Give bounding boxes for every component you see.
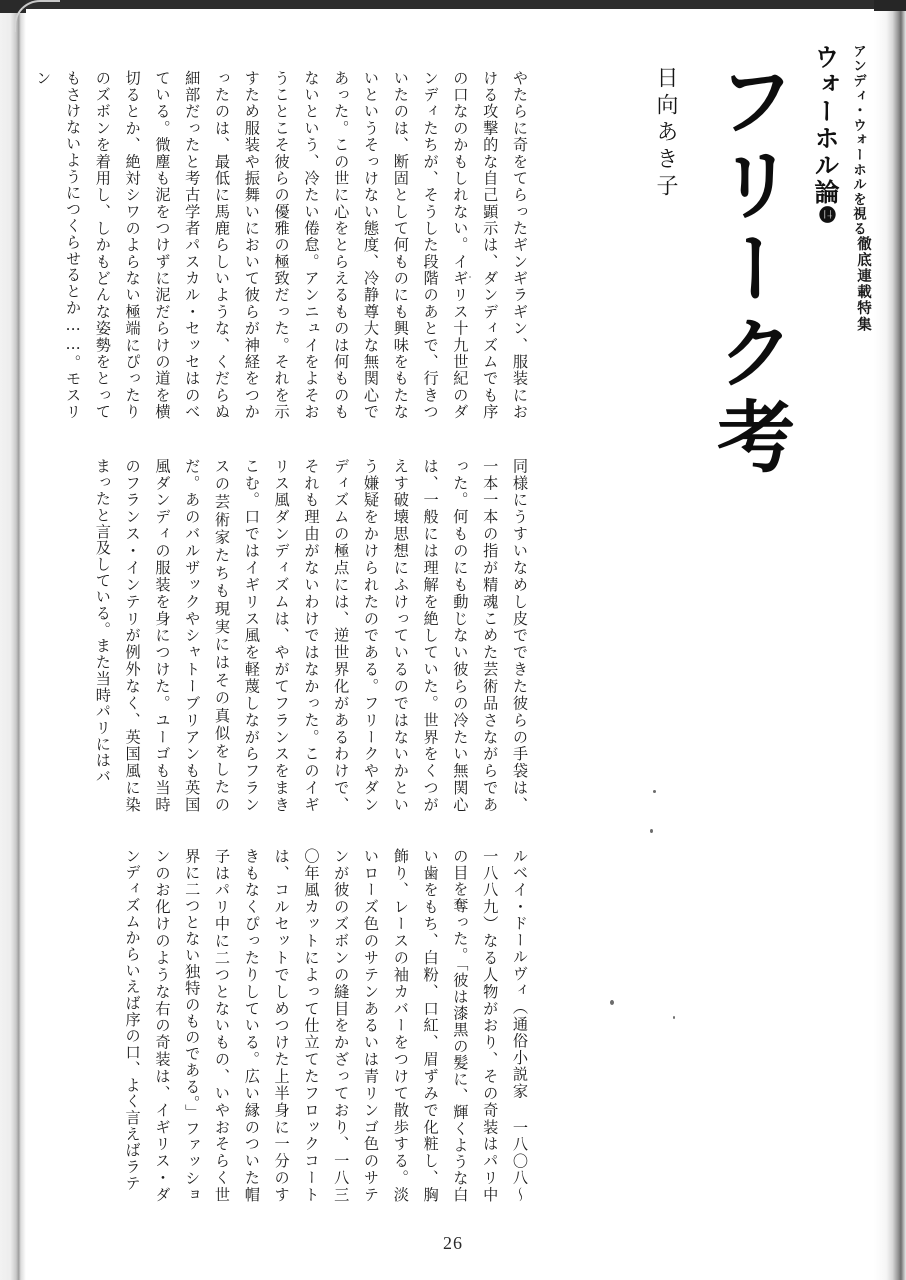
series-title bbox=[813, 44, 838, 225]
page-number: 26 bbox=[443, 1233, 463, 1253]
scan-top-band bbox=[26, 0, 874, 9]
scan-speck bbox=[673, 1016, 675, 1019]
feature-subject: アンディ・ウォーホルを視る bbox=[850, 44, 866, 237]
scan-page-corner-curve bbox=[14, 0, 60, 32]
feature-label: 徹底連載特集 bbox=[855, 236, 872, 334]
scan-speck bbox=[610, 1000, 614, 1005]
scan-left-corner-shadow bbox=[0, 0, 26, 13]
scan-left-page-edge bbox=[0, 0, 26, 1280]
article-byline: 日向あき子 bbox=[653, 66, 678, 201]
scan-speck bbox=[653, 790, 656, 793]
running-head bbox=[851, 44, 871, 344]
scan-speck bbox=[650, 829, 653, 833]
article-headline: フリーク考 bbox=[704, 60, 795, 480]
body-paragraph-1: やたらに奇をてらったギンギラギン、服装における攻撃的な自己顕示は、ダンディズムでも序の口なのかもしれない。イギリス十九世紀のダンディたちが、そうした段階のあとで、行きついたのは、断固として何ものにも興味をもたないというそっけない態度、冷静尊大な無関心であった。この世に心をとらえるものは何ものもないという、冷たい倦怠。アンニュイをよそおうことこそ彼らの優雅の極致だった。それを示すため服装や振舞いにおいて彼らが神経をつかったのは、最低に馬鹿らしいような、くだらぬ細部だったと考古学者パスカル・セッセはのべている。微塵も泥をつけずに泥だらけの道を横切るとか、絶対シワのよらない極端にぴったりのズボンを着用し、しかもどんな姿勢をとってもさけないようにつくらせるとか……。モスリン bbox=[34, 70, 529, 420]
series-number-badge: ⓮ bbox=[815, 206, 835, 225]
body-paragraph-2: 同様にうすいなめし皮でできた彼らの手袋は、一本一本の指が精魂こめた芸術品さながらであった。何ものにも動じない彼らの冷たい無関心は、一般には理解を絶していた。世界をくつがえす破壊思想にふけっているのではないかという嫌疑をかけられたのである。フリークやダンディズムの極点には、逆世界化があるわけで、それも理由がないわけではなかった。このイギリス風ダンディズムは、やがてフランスをまきこむ。口ではイギリス風を軽蔑しながらフランスの芸術家たちも現実にはその真似をしたのだ。あのバルザックやシャトーブリアンも英国風ダンディの服装を身につけた。ユーゴも当時のフランス・インテリが例外なく、英国風に染まったと言及している。また当時パリにはバ bbox=[93, 458, 529, 813]
scan-right-corner-shadow bbox=[874, 0, 906, 11]
series-title-text: ウォーホル論 bbox=[811, 44, 840, 206]
body-paragraph-3: ルベイ・ドールヴィ（通俗小説家 一八〇八～一八八九）なる人物がおり、その奇装はパリ中の目を奪った。「彼は漆黒の髪に、輝くような白い歯をもち、白粉、口紅、眉ずみで化粧し、胸飾り、レースの袖カバーをつけて散歩する。淡いローズ色のサテンあるいは青リンゴ色のサテンが彼のズボンの縫目をかざっており、一八三〇年風カットによって仕立てたフロックコートは、コルセットでしめつけた上半身に一分のすきもなくぴったりしている。広い縁のついた帽子はパリ中に二つとないもの、いやおそらく世界に二つとない独特のものである。」ファッションのお化けのような右の奇装は、イギリス・ダンディズムからいえば序の口、よく言えばラテ bbox=[123, 848, 529, 1203]
scan-right-gutter-shadow bbox=[874, 0, 906, 1280]
